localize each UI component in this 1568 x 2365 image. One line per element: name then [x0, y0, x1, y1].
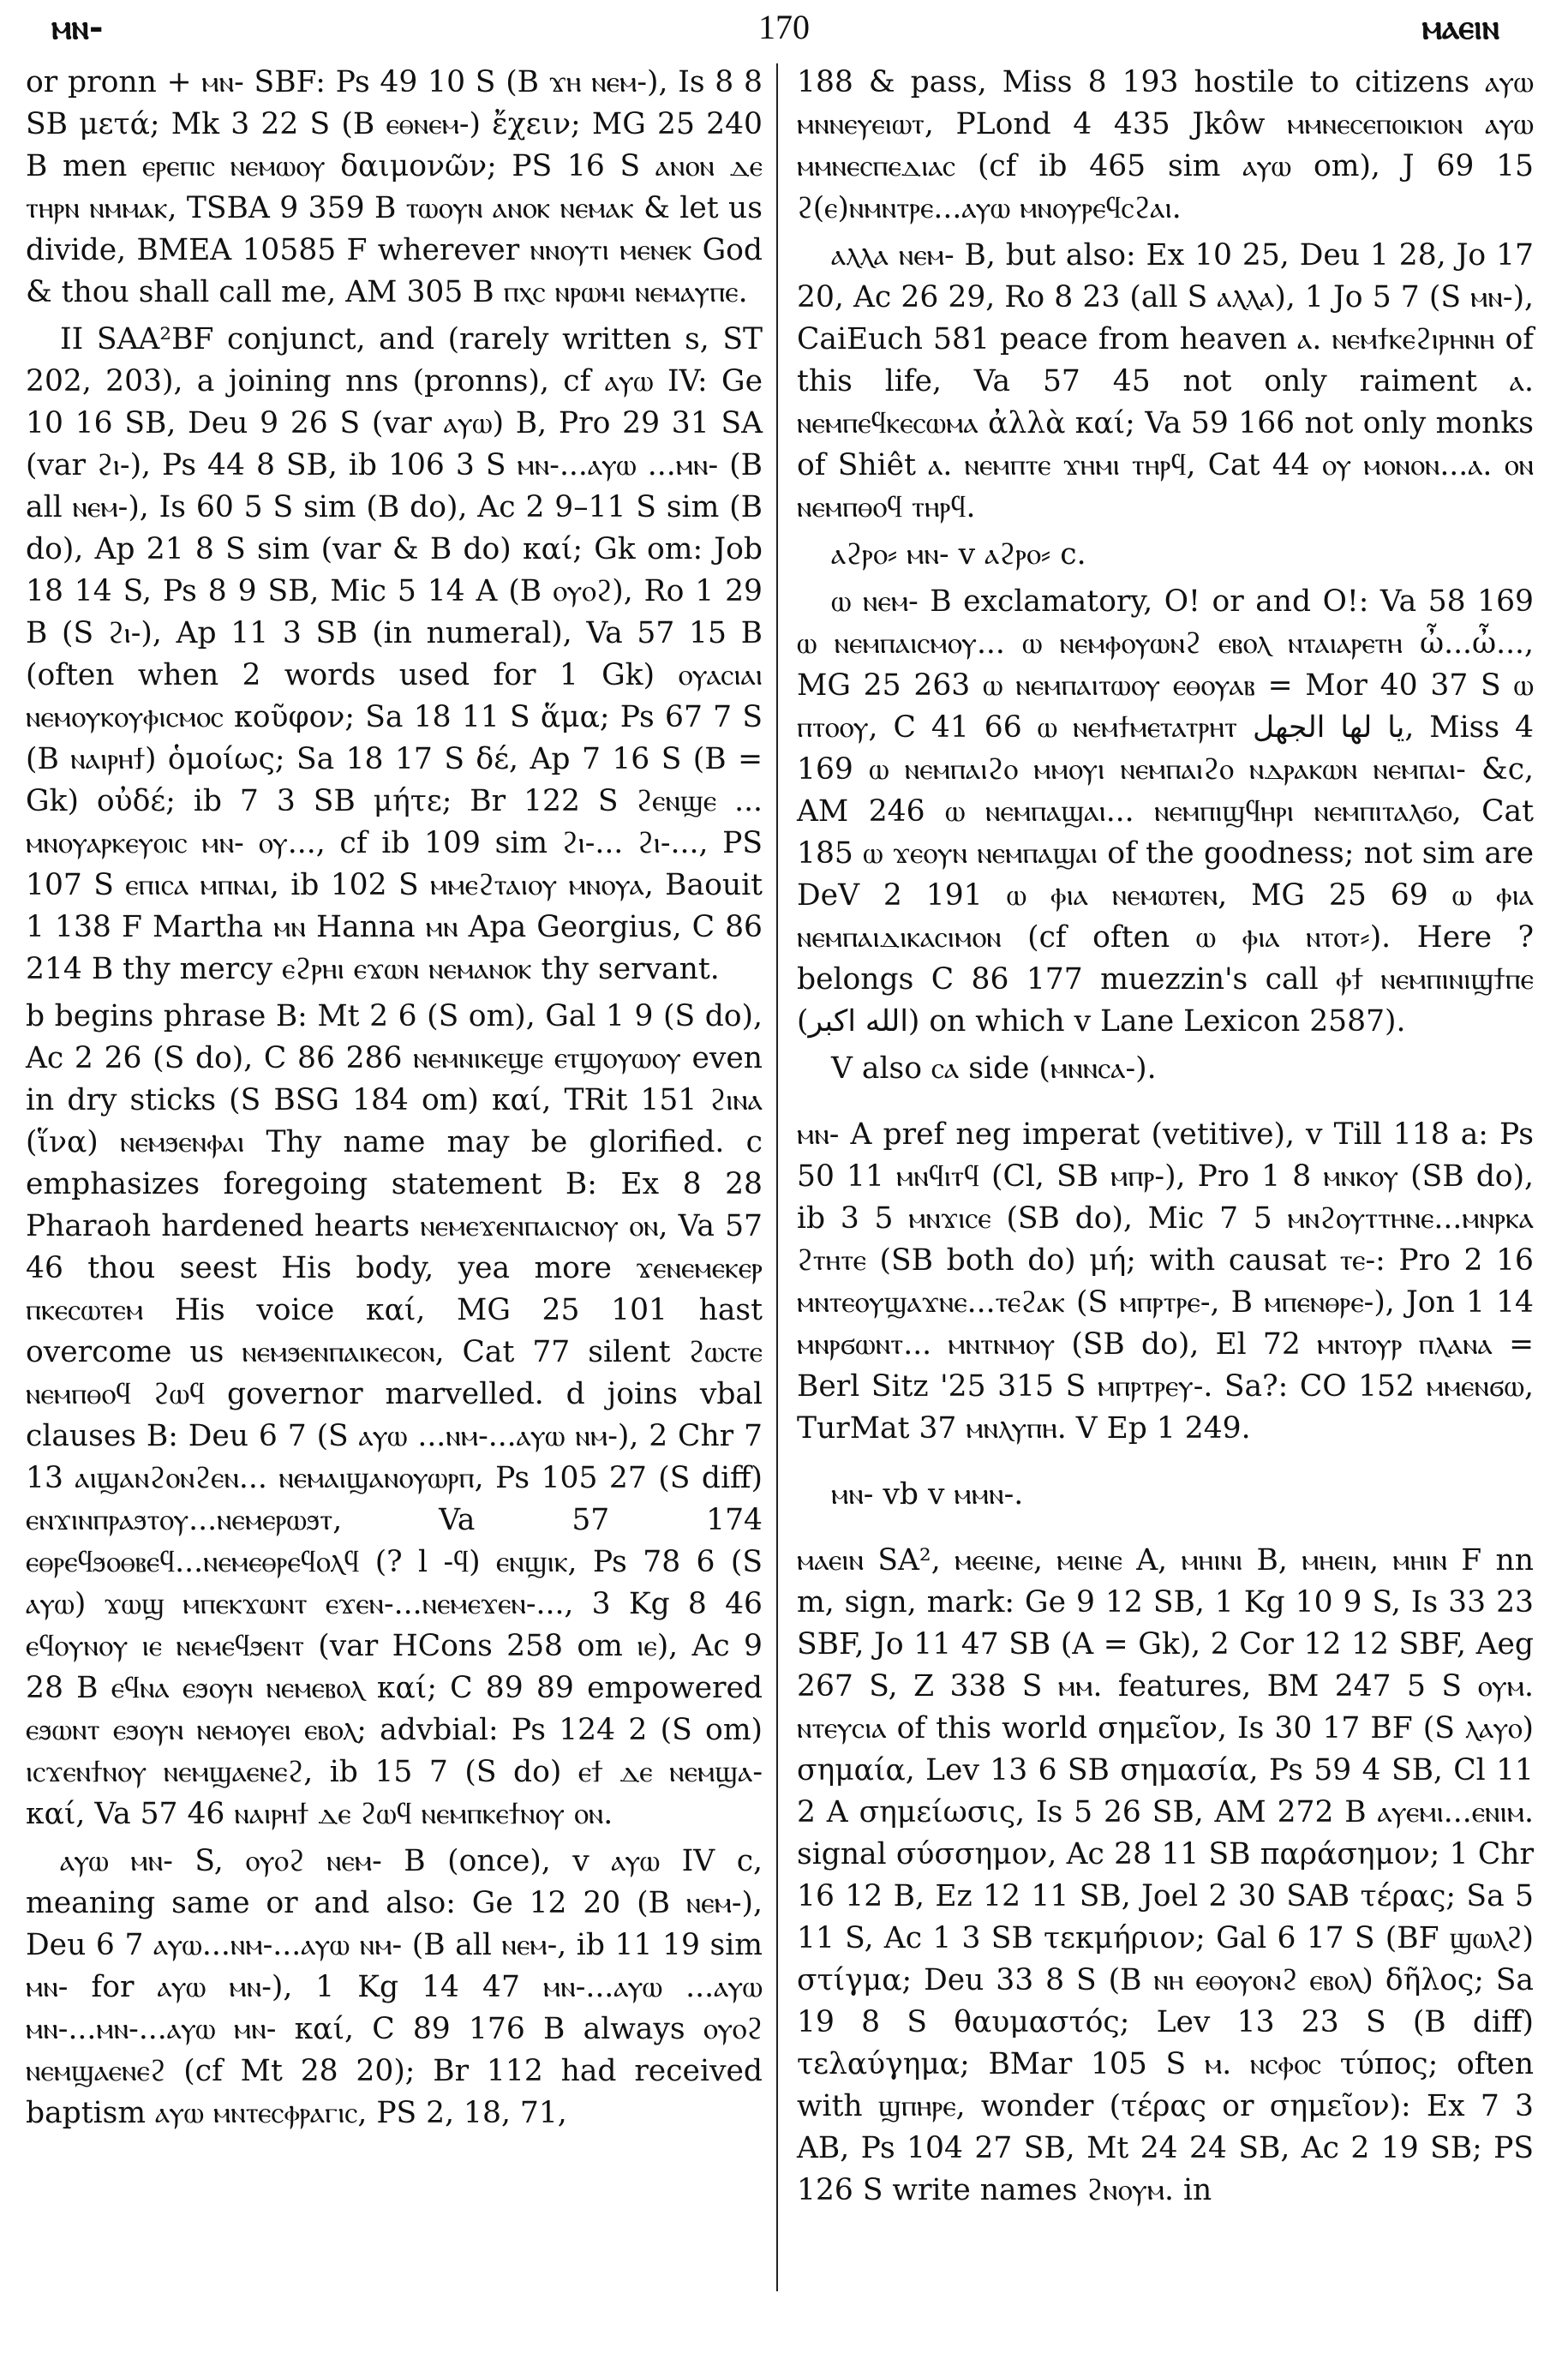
- entry-paragraph: 188 & pass, Miss 8 193 hostile to citizens ⲁⲩⲱ ⲙⲛⲛⲉⲩⲉⲓⲱⲧ, PLond 4 435 Jkôw ⲙⲙⲛⲉⲥⲉⲡⲟⲓⲕⲓⲟⲛ ⲁⲩⲱ ⲙⲙⲛⲉⲥⲡⲉⲇⲓⲁⲥ (cf ib 465 sim ⲁⲩⲱ om), J 69 15 ϩ(ⲉ)ⲛⲙⲛⲧⲣⲉ...ⲁⲩⲱ ⲙⲛⲟⲩⲣⲉϥⲥϩⲁⲓ.: [797, 65, 1534, 225]
- left-running-head: ⲙⲛ-: [51, 7, 104, 47]
- column-divider: [776, 63, 778, 2291]
- entry-paragraph: ⲙⲛ- vb v ⲙⲙⲛ-.: [831, 1477, 1024, 1512]
- entry-paragraph: V also ⲥⲁ side (ⲙⲛⲛⲥⲁ-).: [831, 1051, 1157, 1086]
- page-number: 170: [758, 8, 810, 46]
- entry-paragraph: ⲁⲗⲗⲁ ⲛⲉⲙ- B, but also: Ex 10 25, Deu 1 28, Jo 17 20, Ac 26 29, Ro 8 23 (all S ⲁⲗⲗⲁ), 1 Jo 5 7 (S ⲙⲛ-), CaiEuch 581 peace from heaven ⲁ. ⲛⲉⲙϯⲕⲉϩⲓⲣⲏⲛⲏ of this life, Va 57 45 not only raiment ⲁ. ⲛⲉⲙⲡⲉϥⲕⲉⲥⲱⲙⲁ ἀλλὰ καί; Va 59 166 not only monks of Shiêt ⲁ. ⲛⲉⲙⲡⲧⲉ ϫⲏⲙⲓ ⲧⲏⲣϥ, Cat 44 ⲟⲩ ⲙⲟⲛⲟⲛ...ⲁ. ⲟⲛ ⲛⲉⲙⲡⲑⲟϥ ⲧⲏⲣϥ.: [797, 238, 1534, 524]
- entry-paragraph: or pronn + ⲙⲛ- SBF: Ps 49 10 S (B ϫⲏ ⲛⲉⲙ-), Is 8 8 SB μετά; Mk 3 22 S (B ⲉⲑⲛⲉⲙ-) ἔχειν; MG 25 240 B men ⲉⲣⲉⲡⲓⲥ ⲛⲉⲙⲱⲟⲩ δαιμονῶν; PS 16 S ⲁⲛⲟⲛ ⲇⲉ ⲧⲏⲣⲛ ⲛⲙⲙⲁⲕ, TSBA 9 359 B ⲧⲱⲟⲩⲛ ⲁⲛⲟⲕ ⲛⲉⲙⲁⲕ & let us divide, BMEA 10585 F wherever ⲛⲛⲟⲩⲧⲓ ⲙⲉⲛⲉⲕ God & thou shall call me, AM 305 B ⲡⲭⲥ ⲛⲣⲱⲙⲓ ⲛⲉⲙⲁⲩⲡⲉ.: [26, 65, 763, 309]
- page-header: [26, 7, 1542, 58]
- left-column: [26, 62, 763, 2140]
- entry-paragraph: II SAA²BF conjunct, and (rarely written s, ST 202, 203), a joining nns (pronns), cf ⲁⲩⲱ IV: Ge 10 16 SB, Deu 9 26 S (var ⲁⲩⲱ) B, Pro 29 31 SA (var ϩⲓ-), Ps 44 8 SB, ib 106 3 S ⲙⲛ-...ⲁⲩⲱ ...ⲙⲛ- (B all ⲛⲉⲙ-), Is 60 5 S sim (B do), Ac 2 9–11 S sim (B do), Ap 21 8 S sim (var & B do) καί; Gk om: Job 18 14 S, Ps 8 9 SB, Mic 5 14 A (B ⲟⲩⲟϩ), Ro 1 29 B (S ϩⲓ-), Ap 11 3 SB (in numeral), Va 57 15 B (often when 2 words used for 1 Gk) ⲟⲩⲁⲥⲓⲁⲓ ⲛⲉⲙⲟⲩⲕⲟⲩⲫⲓⲥⲙⲟⲥ κοῦφον; Sa 18 11 S ἅμα; Ps 67 7 S (B ⲛⲁⲓⲣⲏϯ) ὁμοίως; Sa 18 17 S δέ, Ap 7 16 S (B = Gk) οὐδέ; ib 7 3 SB μήτε; Br 122 S ϩⲉⲛϣⲉ ... ⲙⲛⲟⲩⲁⲣⲕⲉⲩⲟⲓⲥ ⲙⲛ- ⲟⲩ..., cf ib 109 sim ϩⲓ-... ϩⲓ-..., PS 107 S ⲉⲡⲓⲥⲁ ⲙⲡⲛⲁⲓ, ib 102 S ⲙⲙⲉϩⲧⲁⲓⲟⲩ ⲙⲛⲟⲩⲁ, Baouit 1 138 F Martha ⲙⲛ Hanna ⲙⲛ Apa Georgius, C 86 214 B thy mercy ⲉϩⲣⲏⲓ ⲉϫⲱⲛ ⲛⲉⲙⲁⲛⲟⲕ thy servant.: [26, 322, 763, 986]
- right-column: [797, 62, 1534, 2217]
- right-running-head: ⲙⲁⲉⲓⲛ: [1421, 7, 1499, 47]
- entry-paragraph: ⲁϩⲣⲟ⸗ ⲙⲛ- v ⲁϩⲣⲟ⸗ c.: [831, 537, 1086, 572]
- entry-paragraph: ⲱ ⲛⲉⲙ- B exclamatory, O! or and O!: Va 58 169 ⲱ ⲛⲉⲙⲡⲁⲓⲥⲙⲟⲩ... ⲱ ⲛⲉⲙⲫⲟⲩⲱⲛϩ ⲉⲃⲟⲗ ⲛⲧⲁⲓⲁⲣⲉⲧⲏ ὦ...ὦ..., MG 25 263 ⲱ ⲛⲉⲙⲡⲁⲓⲧⲱⲟⲩ ⲉⲑⲟⲩⲁⲃ = Mor 40 37 S ⲱ ⲡⲧⲟⲟⲩ, C 41 66 ⲱ ⲛⲉⲙϯⲙⲉⲧⲁⲧⲣⲏⲧ يا لها الجهل, Miss 4 169 ⲱ ⲛⲉⲙⲡⲁⲓϩⲟ ⲙⲙⲟⲩⲓ ⲛⲉⲙⲡⲁⲓϩⲟ ⲛⲇⲣⲁⲕⲱⲛ ⲛⲉⲙⲡⲁⲓ- &c, AM 246 ⲱ ⲛⲉⲙⲡⲁϣⲁⲓ... ⲛⲉⲙⲡⲓϣϥⲏⲣⲓ ⲛⲉⲙⲡⲓⲧⲁⲗϭⲟ, Cat 185 ⲱ ϫⲉⲟⲩⲛ ⲛⲉⲙⲡⲁϣⲁⲓ of the goodness; not sim are DeV 2 191 ⲱ ⲫⲓⲁ ⲛⲉⲙⲱⲧⲉⲛ, MG 25 69 ⲱ ⲫⲓⲁ ⲛⲉⲙⲡⲁⲓⲇⲓⲕⲁⲥⲓⲙⲟⲛ (cf often ⲱ ⲫⲓⲁ ⲛⲧⲟⲧ⸗). Here ? belongs C 86 177 muezzin's call ⲫϯ ⲛⲉⲙⲡⲓⲛⲓϣϯⲡⲉ (الله اكبر) on which v Lane Lexicon 2587).: [797, 584, 1534, 1039]
- entry-paragraph: ⲙⲛ- A pref neg imperat (vetitive), v Till 118 a: Ps 50 11 ⲙⲛϥⲓⲧϥ (Cl, SB ⲙⲡⲣ-), Pro 1 8 ⲙⲛⲕⲟⲩ (SB do), ib 3 5 ⲙⲛϫⲓⲥⲉ (SB do), Mic 7 5 ⲙⲛϩⲟⲩⲧⲧⲏⲛⲉ...ⲙⲛⲣⲕⲁ ϩⲧⲏⲧⲉ (SB both do) μή; with causat ⲧⲉ-: Pro 2 16 ⲙⲛⲧⲉⲟⲩϣⲁϫⲛⲉ...ⲧⲉϩⲁⲕ (S ⲙⲡⲣⲧⲣⲉ-, B ⲙⲡⲉⲛⲑⲣⲉ-), Jon 1 14 ⲙⲛⲣϭⲱⲛⲧ... ⲙⲛⲧⲛⲙⲟⲩ (SB do), El 72 ⲙⲛⲧⲟⲩⲣ ⲡⲗⲁⲛⲁ = Berl Sitz '25 315 S ⲙⲡⲣⲧⲣⲉⲩ-. Sa?: CO 152 ⲙⲙⲉⲛϭⲱ, TurMat 37 ⲙⲛⲗⲩⲡⲏ. V Ep 1 249.: [797, 1117, 1534, 1446]
- entry-paragraph: ⲁⲩⲱ ⲙⲛ- S, ⲟⲩⲟϩ ⲛⲉⲙ- B (once), v ⲁⲩⲱ IV c, meaning same or and also: Ge 12 20 (B ⲛⲉⲙ-), Deu 6 7 ⲁⲩⲱ...ⲛⲙ-...ⲁⲩⲱ ⲛⲙ- (B all ⲛⲉⲙ-, ib 11 19 sim ⲙⲛ- for ⲁⲩⲱ ⲙⲛ-), 1 Kg 14 47 ⲙⲛ-...ⲁⲩⲱ ...ⲁⲩⲱ ⲙⲛ-...ⲙⲛ-...ⲁⲩⲱ ⲙⲛ- καί, C 89 176 B always ⲟⲩⲟϩ ⲛⲉⲙϣⲁⲉⲛⲉϩ (cf Mt 28 20); Br 112 had received baptism ⲁⲩⲱ ⲙⲛⲧⲉⲥⲫⲣⲁⲅⲓⲥ, PS 2, 18, 71,: [26, 1844, 763, 2130]
- entry-paragraph: b begins phrase B: Mt 2 6 (S om), Gal 1 9 (S do), Ac 2 26 (S do), C 86 286 ⲛⲉⲙⲛⲓⲕⲉϣⲉ ⲉⲧϣⲟⲩⲱⲟⲩ even in dry sticks (S BSG 184 om) καί, TRit 151 ϩⲓⲛⲁ (ἵνα) ⲛⲉⲙϧⲉⲛⲫⲁⲓ Thy name may be glorified. c emphasizes foregoing statement B: Ex 8 28 Pharaoh hardened hearts ⲛⲉⲙⲉϫⲉⲛⲡⲁⲓⲥⲛⲟⲩ ⲟⲛ, Va 57 46 thou seest His body, yea more ϫⲉⲛⲉⲙⲉⲕⲉⲣ ⲡⲕⲉⲥⲱⲧⲉⲙ His voice καί, MG 25 101 hast overcome us ⲛⲉⲙϧⲉⲛⲡⲁⲓⲕⲉⲥⲟⲛ, Cat 77 silent ϩⲱⲥⲧⲉ ⲛⲉⲙⲡⲑⲟϥ ϩⲱϥ governor marvelled. d joins vbal clauses B: Deu 6 7 (S ⲁⲩⲱ ...ⲛⲙ-...ⲁⲩⲱ ⲛⲙ-), 2 Chr 7 13 ⲁⲓϣⲁⲛϩⲟⲛϩⲉⲛ... ⲛⲉⲙⲁⲓϣⲁⲛⲟⲩⲱⲣⲡ, Ps 105 27 (S diff) ⲉⲛϫⲓⲛⲡⲣⲁϧⲧⲟⲩ...ⲛⲉⲙⲉⲣⲱϧⲧ, Va 57 174 ⲉⲑⲣⲉϥϧⲟⲑⲃⲉϥ...ⲛⲉⲙⲉⲑⲣⲉϥⲟⲗϥ (? l -ϥ) ⲉⲛϣⲓⲕ, Ps 78 6 (S ⲁⲩⲱ) ϫⲱϣ ⲙⲡⲉⲕϫⲱⲛⲧ ⲉϫⲉⲛ-...ⲛⲉⲙⲉϫⲉⲛ-..., 3 Kg 8 46 ⲉϥⲟⲩⲛⲟⲩ ⲓⲉ ⲛⲉⲙⲉϥϧⲉⲛⲧ (var HCons 258 om ⲓⲉ), Ac 9 28 B ⲉϥⲛⲁ ⲉϧⲟⲩⲛ ⲛⲉⲙⲉⲃⲟⲗ καί; C 89 89 empowered ⲉϧⲱⲛⲧ ⲉϧⲟⲩⲛ ⲛⲉⲙⲟⲩⲉⲓ ⲉⲃⲟⲗ; advbial: Ps 124 2 (S om) ⲓⲥϫⲉⲛϯⲛⲟⲩ ⲛⲉⲙϣⲁⲉⲛⲉϩ, ib 15 7 (S do) ⲉϯ ⲇⲉ ⲛⲉⲙϣⲁ- καί, Va 57 46 ⲛⲁⲓⲣⲏϯ ⲇⲉ ϩⲱϥ ⲛⲉⲙⲡⲕⲉϯⲛⲟⲩ ⲟⲛ.: [26, 999, 763, 1831]
- entry-paragraph: ⲙⲁⲉⲓⲛ SA², ⲙⲉⲉⲓⲛⲉ, ⲙⲉⲓⲛⲉ A, ⲙⲏⲓⲛⲓ B, ⲙⲏⲉⲓⲛ, ⲙⲏⲓⲛ F nn m, sign, mark: Ge 9 12 SB, 1 Kg 10 9 S, Is 33 23 SBF, Jo 11 47 SB (A = Gk), 2 Cor 12 12 SBF, Aeg 267 S, Z 338 S ⲙⲙ. features, BM 247 5 S ⲟⲩⲙ. ⲛⲧⲉⲩⲥⲓⲁ of this world σημεῖον, Is 30 17 BF (S ⲗⲁⲩⲟ) σημαία, Lev 13 6 SB σημασία, Ps 59 4 SB, Cl 11 2 A σημείωσις, Is 5 26 SB, AM 272 B ⲁⲩⲉⲙⲓ...ⲉⲛⲓⲙ. signal σύσσημον, Ac 28 11 SB παράσημον; 1 Chr 16 12 B, Ez 12 11 SB, Joel 2 30 SAB τέρας; Sa 5 11 S, Ac 1 3 SB τεκμήριον; Gal 6 17 S (BF ϣⲱⲗϩ) στίγμα; Deu 33 8 S (B ⲛⲏ ⲉⲑⲟⲩⲟⲛϩ ⲉⲃⲟⲗ) δῆλος; Sa 19 8 S θαυμαστός; Lev 13 23 S (B diff) τελαύγημα; BMar 105 S ⲙ. ⲛⲥⲫⲟⲥ τύπος; often with ϣⲡⲏⲣⲉ, wonder (τέρας or σημεῖον): Ex 7 3 AB, Ps 104 27 SB, Mt 24 24 SB, Ac 2 19 SB; PS 126 S write names ϩⲛⲟⲩⲙ. in: [797, 1543, 1534, 2207]
